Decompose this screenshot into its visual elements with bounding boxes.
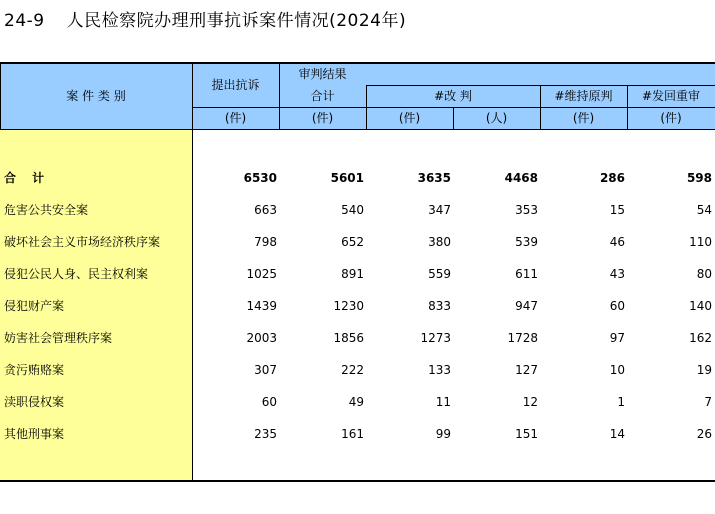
table-cell: 652 — [341, 235, 364, 249]
table-cell: 46 — [609, 235, 625, 249]
table-cell: 1025 — [246, 267, 277, 281]
table-cell: 611 — [515, 267, 538, 281]
table-cell: 598 — [686, 171, 712, 185]
table-cell: 49 — [348, 395, 364, 409]
table-cell: 99 — [435, 427, 451, 441]
table-cell: 80 — [696, 267, 712, 281]
table-cell: 663 — [254, 203, 277, 217]
row-category: 破坏社会主义市场经济秩序案 — [4, 235, 161, 249]
table-cell: 1230 — [333, 299, 364, 313]
table-cell: 1856 — [333, 331, 364, 345]
header-category: 案 件 类 别 — [66, 89, 126, 103]
row-category: 合 计 — [4, 171, 51, 185]
row-category: 危害公共安全案 — [4, 203, 89, 217]
unit-label: (件) — [398, 111, 421, 125]
table-cell: 19 — [696, 363, 712, 377]
table-cell: 162 — [689, 331, 712, 345]
table-cell: 1273 — [420, 331, 451, 345]
table-cell: 380 — [428, 235, 451, 249]
table-cell: 15 — [609, 203, 625, 217]
header-upheld: #维持原判 — [554, 89, 613, 103]
table-cell: 2003 — [246, 331, 277, 345]
table-cell: 5601 — [330, 171, 364, 185]
table-cell: 947 — [515, 299, 538, 313]
table-title-text: 人民检察院办理刑事抗诉案件情况(2024年) — [66, 11, 407, 31]
header-trial-result: 审判结果 — [298, 67, 347, 81]
table-cell: 6530 — [243, 171, 277, 185]
table-number: 24-9 — [4, 11, 45, 31]
table-cell: 353 — [515, 203, 538, 217]
table-cell: 133 — [428, 363, 451, 377]
table-cell: 127 — [515, 363, 538, 377]
header-subtotal: 合计 — [310, 89, 335, 103]
header-remanded: #发回重审 — [641, 89, 701, 103]
header-revised: #改 判 — [434, 89, 472, 103]
table-title — [4, 6, 406, 31]
row-category: 侵犯公民人身、民主权利案 — [4, 267, 149, 281]
table-cell: 833 — [428, 299, 451, 313]
unit-label: (件) — [572, 111, 595, 125]
unit-label: (件) — [660, 111, 682, 125]
unit-label: (件) — [224, 111, 247, 125]
table-cell: 14 — [609, 427, 625, 441]
header-protest: 提出抗诉 — [211, 78, 260, 92]
row-category: 渎职侵权案 — [4, 395, 65, 409]
table-cell: 3635 — [417, 171, 451, 185]
row-category: 妨害社会管理秩序案 — [4, 331, 113, 345]
table-cell: 286 — [599, 171, 625, 185]
table-cell: 10 — [609, 363, 625, 377]
table-cell: 1728 — [507, 331, 538, 345]
table-cell: 151 — [515, 427, 538, 441]
table-cell: 60 — [609, 299, 625, 313]
table-cell: 7 — [704, 395, 712, 409]
table-cell: 110 — [689, 235, 712, 249]
table-cell: 307 — [254, 363, 277, 377]
table-cell: 12 — [522, 395, 538, 409]
table-cell: 559 — [428, 267, 451, 281]
table-cell: 60 — [261, 395, 277, 409]
table-cell: 11 — [435, 395, 451, 409]
row-category: 其他刑事案 — [4, 427, 65, 441]
table-cell: 1 — [617, 395, 625, 409]
table-cell: 540 — [341, 203, 364, 217]
table-cell: 97 — [609, 331, 625, 345]
unit-label: (人) — [485, 111, 508, 125]
table-cell: 161 — [341, 427, 364, 441]
table-cell: 43 — [609, 267, 625, 281]
table-cell: 798 — [254, 235, 277, 249]
bottom-rule — [0, 480, 715, 482]
table-cell: 54 — [696, 203, 712, 217]
table-cell: 222 — [341, 363, 364, 377]
table-cell: 347 — [428, 203, 451, 217]
table-cell: 26 — [696, 427, 712, 441]
table-cell: 891 — [341, 267, 364, 281]
table-cell: 235 — [254, 427, 277, 441]
table-cell: 539 — [515, 235, 538, 249]
table-cell: 140 — [689, 299, 712, 313]
row-category: 贪污贿赂案 — [4, 363, 65, 377]
row-category: 侵犯财产案 — [4, 299, 65, 313]
table-cell: 1439 — [246, 299, 277, 313]
unit-label: (件) — [311, 111, 334, 125]
table-cell: 4468 — [504, 171, 538, 185]
header-bottom-rule — [0, 129, 715, 130]
